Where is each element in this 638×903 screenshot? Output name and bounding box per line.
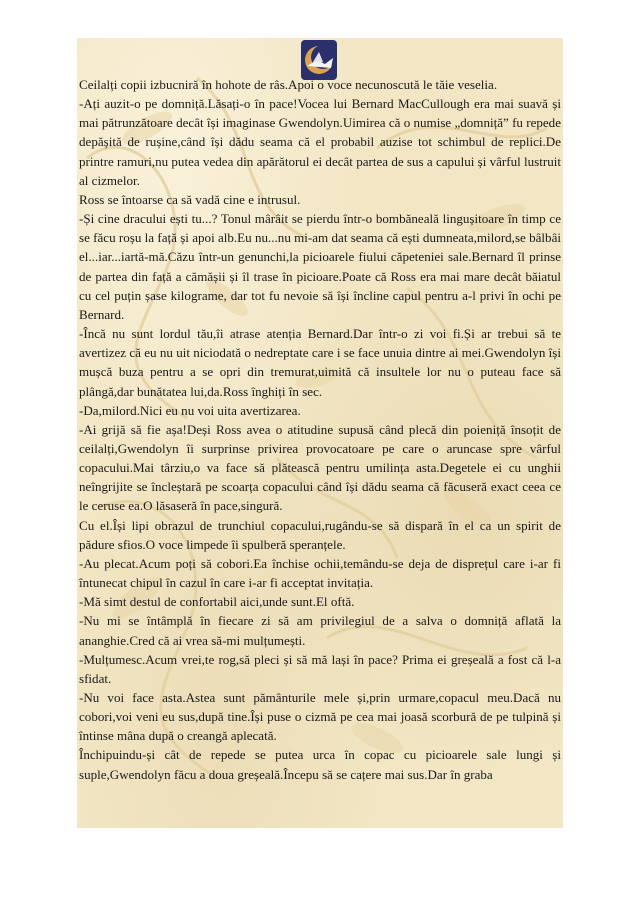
paragraph: Ross se întoarse ca să vadă cine e intrusul. [79,191,301,207]
paragraph: -Ai grijă să fie așa!Deși Ross avea o atitudine supusă când plecă din poieniță însoțit de ceilalți,Gwendolyn îi surprinse privirea provocatoare pe care o aruncase spre vârful copacului.Mai târziu,o va face să plătească pentru umilința asta.Degetele ei cu unghii neîngrijite se încleștară pe scoarța copacului când își dădu seama că făcuseră exact ceea ce le ceruse ea.O lăsaseră în pace,singură. [79,421,561,514]
paragraph: -Încă nu sunt lordul tău,îi atrase atenția Bernard.Dar într-o zi voi fi.Și ar trebui să te avertizez că eu nu uit niciodată o nedreptate care i se face unuia dintre ai mei.Gwendolyn își mușcă buza pentru a se opri din tremurat,uimită că insultele lor nu o puteau face să plângă,dar bunătatea lui,da.Ross înghiți în sec. [79,326,561,399]
paragraph: Închipuindu-și cât de repede se putea urca în copac cu picioarele sale lungi și suple,Gwendolyn făcu a doua greșeală.Începu să se cațere mai sus.Dar în graba [79,747,561,782]
witch-on-moon-icon [295,40,343,80]
paragraph: -Nu mi se întâmplă în fiecare zi să am privilegiul de a salva o domniță aflată la ananghie.Cred că ai vrea să-mi mulțumești. [79,613,561,648]
paragraph: -Da,milord.Nici eu nu voi uita avertizarea. [79,402,301,418]
paragraph: -Mulțumesc.Acum vrei,te rog,să pleci și să mă lași în pace? Prima ei greșeală a fost că l-a sfidat. [79,651,561,686]
paragraph: Ceilalți copii izbucniră în hohote de râs.Apoi o voce necunoscută le tăie veselia. [79,77,498,92]
paragraph: -Au plecat.Acum poți să cobori.Ea închise ochii,temându-se deja de disprețul care i-ar fi întunecat chipul în cazul în care i-ar fi acceptat invitația. [79,555,561,591]
paragraph: -Mă simt destul de confortabil aici,unde sunt.El oftă. [79,594,355,610]
paragraph: -Nu voi face asta.Astea sunt pământurile mele și,prin urmare,copacul meu.Dacă nu cobori,voi veni eu sus,după tine.Își puse o cizmă pe cea mai joasă scorbură de pe tulpină și întinse mâna după o creangă aplecată. [79,690,561,744]
paragraph: -Ați auzit-o pe domniță.Lăsați-o în pace!Vocea lui Bernard MacCullough era mai suavă și mai pătrunzătoare decât își imaginase Gwendolyn.Uimirea că o numise „domniță” fu repede depășită de rușine,când își dădu seama că el probabil auzise tot schimbul de replici.De printre ramuri,nu putea vedea din apărătorul ei decât partea de sus a capului și vârful lustruit al cizmelor. [79,96,561,188]
document-body [79,75,561,784]
paragraph: -Și cine dracului ești tu...? Tonul mârâit se pierdu într-o bombăneală lingușitoare în timp ce se făcu roșu la față și apoi alb.Eu nu...nu mi-am dat seama că ești dumneata,milord,se bâlbâi el...iar...iartă-mă.Căzu într-un genunchi,la picioarele fiului căpeteniei sale.Bernard îl prinse de partea din față a cămășii și îl trase în picioare.Poate că Ross era mai mare decât băiatul cu cel puțin șase kilograme, dar tot fu nevoie să își încline capul pentru a-l privi în ochi pe Bernard. [79,211,561,322]
paragraph: Cu el.Își lipi obrazul de trunchiul copacului,rugându-se să dispară în el ca un spirit de pădure sfios.O voce limpede îi spulberă speranțele. [79,517,561,552]
